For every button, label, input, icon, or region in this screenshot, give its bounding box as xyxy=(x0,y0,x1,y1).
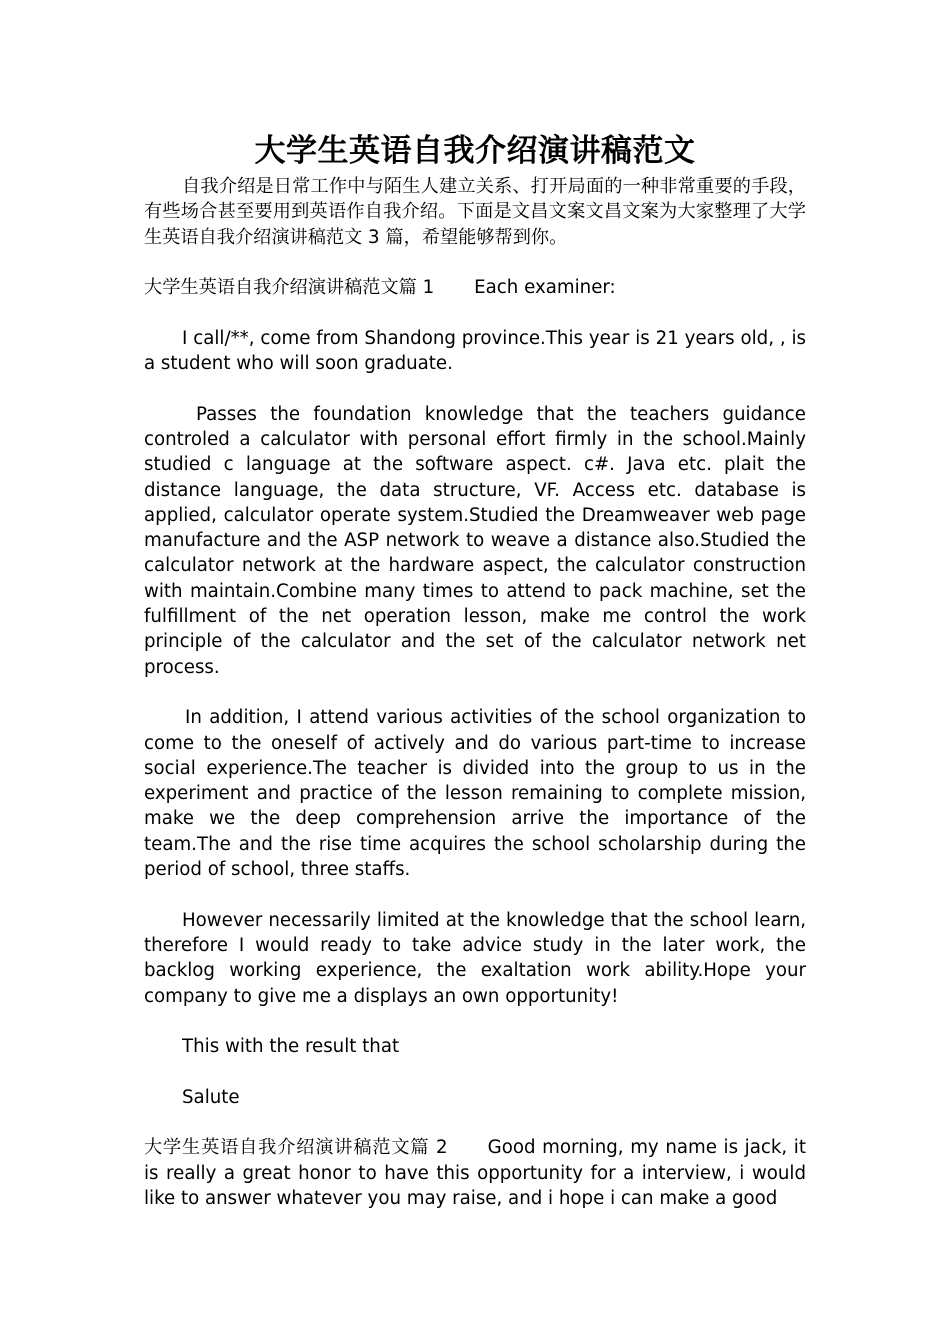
spacer xyxy=(144,1110,806,1135)
section-1-paragraph-2: Passes the foundation knowledge that the teachers guidance controled a calculator with personal effort firmly in the school.Mainly studied c language at the software aspect. c#. Java etc. plait the distance language, the data structure, VF. Access etc. database is applied, calculator operate system.Studied the Dreamweaver web page manufacture and the ASP network to weave a distance also.Studied the calculator network at the hardware aspect, the calculator construction with maintain.Combine many times to attend to pack machine, set the fulfillment of the net operation lesson, make me control the work principle of the calculator and the set of the calculator network net process. xyxy=(144,403,806,678)
section-1-greeting: Each examiner: xyxy=(474,277,616,299)
spacer xyxy=(144,300,806,325)
section-1-closing: This with the result that xyxy=(182,1036,400,1058)
section-1-salute: Salute xyxy=(182,1086,240,1108)
spacer xyxy=(144,882,806,907)
section-1-heading-line xyxy=(144,275,806,300)
section-2-text: Good morning, my name is jack, it is really a great honor to have this opportunity for a interview, i would like to answer whatever you may raise, and i hope i can make a good xyxy=(144,1137,806,1209)
spacer xyxy=(144,1059,806,1084)
section-1-paragraph-4: However necessarily limited at the knowledge that the school learn, therefore I would ready to take advice study in the later work, the backlog working experience, the exaltation work ability.Hope your company to give me a displays an own opportunity! xyxy=(144,909,806,1007)
spacer xyxy=(144,376,806,401)
section-1-paragraph-1: I call/**, come from Shandong province.This year is 21 years old, , is a student who will soon graduate. xyxy=(144,327,806,375)
document-page xyxy=(144,128,806,1211)
section-2-paragraph xyxy=(144,1135,806,1211)
spacer xyxy=(144,680,806,705)
section-2-heading: 大学生英语自我介绍演讲稿范文篇 2 xyxy=(144,1137,448,1159)
document-title: 大学生英语自我介绍演讲稿范文 xyxy=(254,133,696,169)
spacer xyxy=(144,250,806,275)
section-1-heading: 大学生英语自我介绍演讲稿范文篇 1 xyxy=(144,277,435,299)
section-1-paragraph-3: In addition, I attend various activities of the school organization to come to the oneself of actively and do various part-time to increase social experience.The teacher is divided into the group to us in the experiment and practice of the lesson remaining to complete mission, make we the deep comprehension arrive the importance of the team.The and the rise time acquires the school scholarship during the period of school, three staffs. xyxy=(144,707,806,881)
spacer xyxy=(144,1009,806,1034)
intro-paragraph: 自我介绍是日常工作中与陌生人建立关系、打开局面的一种非常重要的手段，有些场合甚至要用到英语作自我介绍。下面是文昌文案文昌文案为大家整理了大学生英语自我介绍演讲稿范文 3 篇，希望能够帮到你。 xyxy=(144,176,806,248)
